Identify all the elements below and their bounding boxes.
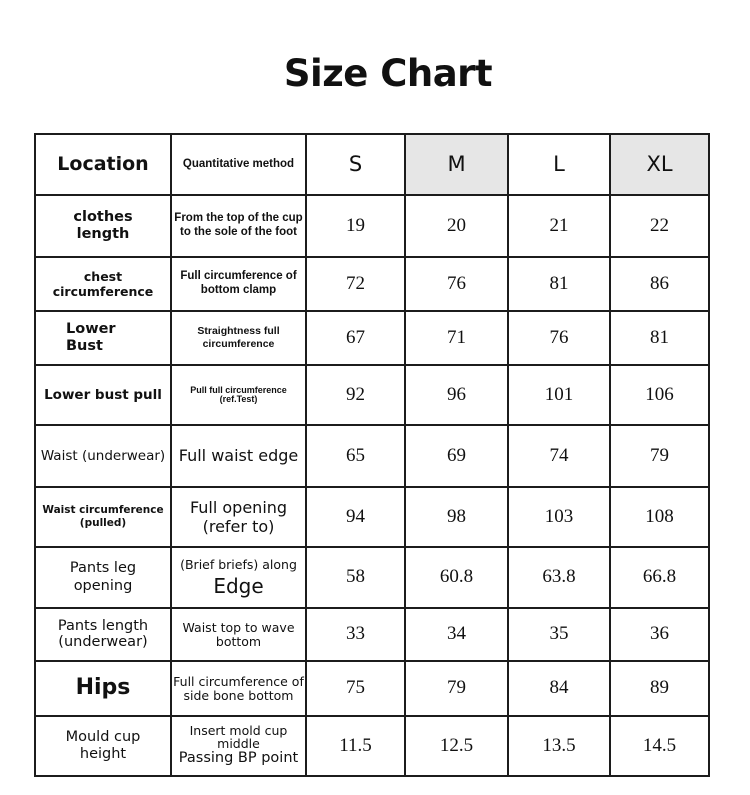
page-title: Size Chart: [283, 52, 493, 95]
row-method: Full waist edge: [171, 425, 306, 487]
row-method: Full opening (refer to): [171, 487, 306, 547]
value-m: 20: [405, 195, 508, 257]
value-s: 11.5: [306, 716, 405, 776]
value-m: 12.5: [405, 716, 508, 776]
header-size-l: L: [508, 134, 610, 195]
row-method: Waist top to wave bottom: [171, 608, 306, 661]
value-xl: 89: [610, 661, 709, 716]
method-line: Edge: [213, 574, 264, 598]
row-method: Full circumference of bottom clamp: [171, 257, 306, 311]
header-size-xl: XL: [610, 134, 709, 195]
header-size-m: M: [405, 134, 508, 195]
table-row: [35, 716, 709, 776]
table-row: [35, 257, 709, 311]
header-size-s: S: [306, 134, 405, 195]
table-row: [35, 425, 709, 487]
row-method: [171, 716, 306, 776]
value-s: 75: [306, 661, 405, 716]
row-location: chest circumference: [35, 257, 171, 311]
table-row: [35, 365, 709, 425]
value-xl: 22: [610, 195, 709, 257]
size-chart-table: [34, 133, 710, 777]
method-line: Insert mold cup middle: [189, 723, 288, 752]
value-l: 76: [508, 311, 610, 365]
row-location: Waist circumference (pulled): [35, 487, 171, 547]
table-row: [35, 487, 709, 547]
value-xl: 86: [610, 257, 709, 311]
value-s: 58: [306, 547, 405, 608]
row-location: Pants leg opening: [35, 547, 171, 608]
row-location: Pants length (underwear): [35, 608, 171, 661]
value-s: 65: [306, 425, 405, 487]
value-m: 79: [405, 661, 508, 716]
row-location: Mould cup height: [35, 716, 171, 776]
value-xl: 66.8: [610, 547, 709, 608]
method-line: Passing BP point: [178, 750, 299, 767]
value-s: 72: [306, 257, 405, 311]
value-l: 74: [508, 425, 610, 487]
row-method: Pull full circumference (ref.Test): [171, 365, 306, 425]
row-location: Lower Bust: [35, 311, 171, 365]
row-method: From the top of the cup to the sole of the foot: [171, 195, 306, 257]
header-method: Quantitative method: [171, 134, 306, 195]
value-xl: 108: [610, 487, 709, 547]
value-s: 94: [306, 487, 405, 547]
value-l: 21: [508, 195, 610, 257]
value-m: 60.8: [405, 547, 508, 608]
value-s: 67: [306, 311, 405, 365]
row-method: Straightness full circumference: [171, 311, 306, 365]
table-row: [35, 661, 709, 716]
row-method: Full circumference of side bone bottom: [171, 661, 306, 716]
value-l: 63.8: [508, 547, 610, 608]
value-l: 13.5: [508, 716, 610, 776]
row-location: Waist (underwear): [35, 425, 171, 487]
table-row: [35, 195, 709, 257]
value-m: 96: [405, 365, 508, 425]
method-line: (Brief briefs) along: [180, 557, 297, 572]
value-s: 92: [306, 365, 405, 425]
value-xl: 36: [610, 608, 709, 661]
value-m: 98: [405, 487, 508, 547]
value-l: 101: [508, 365, 610, 425]
table-row: [35, 608, 709, 661]
value-l: 35: [508, 608, 610, 661]
value-m: 71: [405, 311, 508, 365]
value-s: 33: [306, 608, 405, 661]
table-row: [35, 547, 709, 608]
header-location: Location: [35, 134, 171, 195]
value-s: 19: [306, 195, 405, 257]
value-l: 84: [508, 661, 610, 716]
value-l: 103: [508, 487, 610, 547]
value-m: 69: [405, 425, 508, 487]
value-xl: 106: [610, 365, 709, 425]
row-location: Hips: [35, 661, 171, 716]
row-location: clothes length: [35, 195, 171, 257]
row-location: Lower bust pull: [35, 365, 171, 425]
row-method: [171, 547, 306, 608]
value-m: 76: [405, 257, 508, 311]
table-row: [35, 311, 709, 365]
value-l: 81: [508, 257, 610, 311]
value-m: 34: [405, 608, 508, 661]
value-xl: 14.5: [610, 716, 709, 776]
value-xl: 81: [610, 311, 709, 365]
value-xl: 79: [610, 425, 709, 487]
table-header-row: [35, 134, 709, 195]
